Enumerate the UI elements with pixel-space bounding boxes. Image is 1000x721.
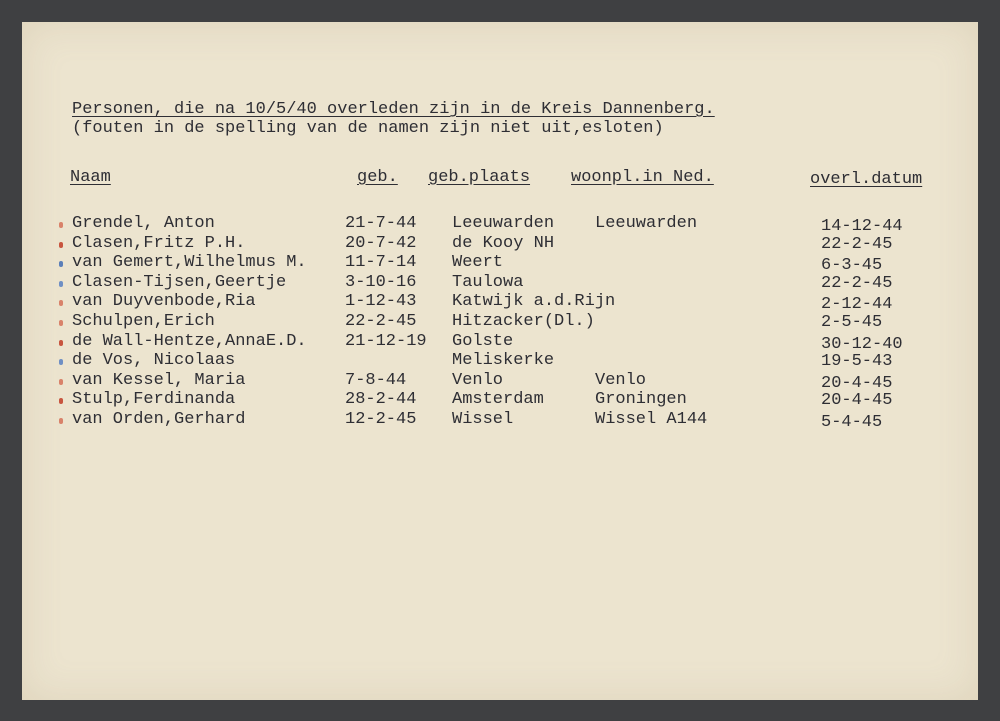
table-row xyxy=(22,351,978,371)
cell-geb: 1-12-43 xyxy=(345,292,417,312)
pencil-tick-mark xyxy=(59,359,63,365)
cell-naam: van Gemert,Wilhelmus M. xyxy=(72,253,307,273)
pencil-tick-mark xyxy=(59,300,63,306)
cell-naam: de Vos, Nicolaas xyxy=(72,351,236,371)
cell-gebplaats: Hitzacker(Dl.) xyxy=(452,312,595,331)
cell-geb: 11-7-14 xyxy=(345,253,417,273)
cell-overl: 19-5-43 xyxy=(821,352,893,372)
pencil-tick-mark xyxy=(59,379,63,385)
cell-overl: 6-3-45 xyxy=(821,256,883,276)
cell-overl: 30-12-40 xyxy=(821,334,903,354)
cell-geb: 21-7-44 xyxy=(345,214,417,233)
pencil-tick-mark xyxy=(59,418,63,424)
cell-geb: 7-8-44 xyxy=(345,370,407,390)
cell-woonpl: Leeuwarden xyxy=(595,214,698,233)
cell-gebplaats: Weert xyxy=(452,253,504,273)
table-row xyxy=(22,410,978,430)
pencil-tick-mark xyxy=(59,340,63,346)
cell-overl: 22-2-45 xyxy=(821,273,893,293)
pencil-tick-mark xyxy=(59,320,63,326)
cell-naam: Clasen-Tijsen,Geertje xyxy=(72,272,287,292)
cell-overl: 14-12-44 xyxy=(821,217,903,236)
cell-gebplaats: Golste xyxy=(452,331,514,351)
cell-gebplaats: Wissel xyxy=(452,410,514,429)
table-row xyxy=(22,371,978,391)
cell-overl: 22-2-45 xyxy=(821,234,893,254)
cell-gebplaats: Meliskerke xyxy=(452,351,555,371)
cell-woonpl: Groningen xyxy=(595,390,687,410)
header-geb: geb. xyxy=(357,168,398,187)
cell-geb: 3-10-16 xyxy=(345,272,417,292)
pencil-tick-mark xyxy=(59,261,63,267)
cell-geb: 12-2-45 xyxy=(345,410,417,429)
cell-naam: de Wall-Hentze,AnnaE.D. xyxy=(72,331,307,351)
cell-woonpl: Wissel A144 xyxy=(595,410,708,429)
cell-geb: 21-12-19 xyxy=(345,331,427,351)
table-row xyxy=(22,273,978,293)
table-row xyxy=(22,390,978,410)
cell-gebplaats: Amsterdam xyxy=(452,390,544,410)
table-row xyxy=(22,214,978,234)
table-row xyxy=(22,292,978,315)
cell-overl: 2-5-45 xyxy=(821,313,883,332)
cell-geb: 28-2-44 xyxy=(345,390,417,410)
cell-geb: 22-2-45 xyxy=(345,312,417,331)
cell-naam: Grendel, Anton xyxy=(72,214,215,233)
pencil-tick-mark xyxy=(59,281,63,287)
table-row xyxy=(22,253,978,276)
document-page xyxy=(22,22,978,700)
table-row xyxy=(22,332,978,352)
cell-gebplaats: de Kooy NH xyxy=(452,233,555,253)
cell-naam: Clasen,Fritz P.H. xyxy=(72,233,246,253)
header-naam: Naam xyxy=(70,168,111,187)
cell-gebplaats: Venlo xyxy=(452,370,504,390)
header-woonpl: woonpl.in Ned. xyxy=(571,168,714,187)
pencil-tick-mark xyxy=(59,242,63,248)
header-overl: overl.datum xyxy=(810,170,923,189)
cell-overl: 5-4-45 xyxy=(821,413,883,432)
cell-naam: van Orden,Gerhard xyxy=(72,410,246,429)
header-gebplaats: geb.plaats xyxy=(428,168,531,187)
cell-naam: Stulp,Ferdinanda xyxy=(72,390,236,410)
pencil-tick-mark xyxy=(59,222,63,228)
cell-naam: Schulpen,Erich xyxy=(72,312,215,331)
cell-gebplaats: Katwijk a.d.Rijn xyxy=(452,292,616,312)
cell-gebplaats: Taulowa xyxy=(452,272,524,292)
document-subtitle: (fouten in de spelling van de namen zijn niet uit‚esloten) xyxy=(72,119,664,138)
cell-woonpl: Venlo xyxy=(595,370,647,390)
document-title: Personen, die na 10/5/40 overleden zijn in de Kreis Dannenberg. xyxy=(72,100,715,119)
cell-overl: 2-12-44 xyxy=(821,295,893,315)
cell-geb: 20-7-42 xyxy=(345,233,417,253)
table-row xyxy=(22,312,978,332)
cell-naam: van Duyvenbode,Ria xyxy=(72,292,256,312)
pencil-tick-mark xyxy=(59,398,63,404)
cell-overl: 20-4-45 xyxy=(821,391,893,411)
cell-gebplaats: Leeuwarden xyxy=(452,214,555,233)
cell-naam: van Kessel, Maria xyxy=(72,370,246,390)
table-row xyxy=(22,234,978,254)
cell-overl: 20-4-45 xyxy=(821,373,893,393)
